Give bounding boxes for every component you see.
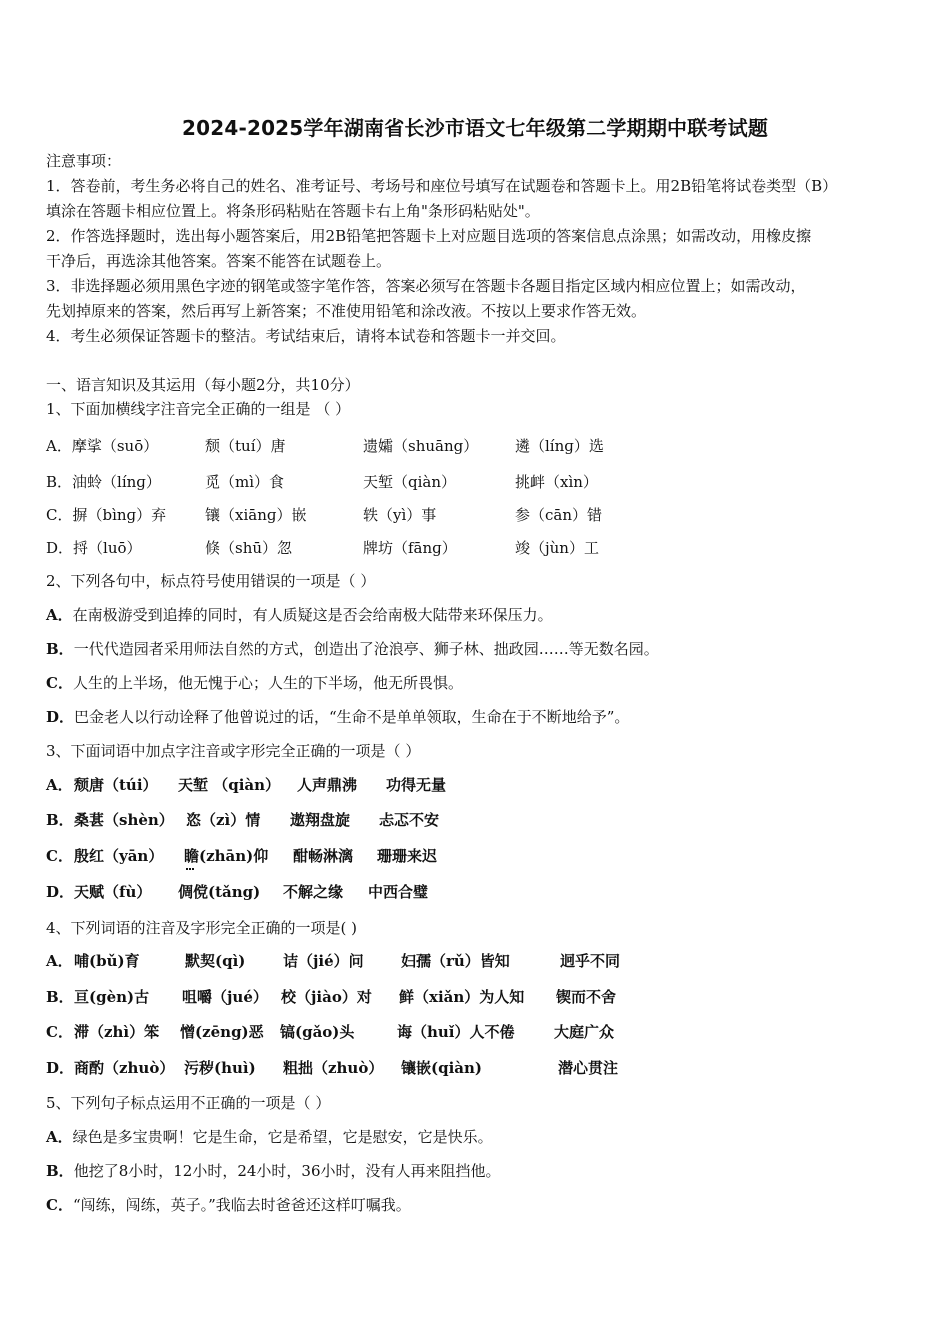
question-4-stem: 4、下列词语的注音及字形完全正确的一项是( )	[46, 919, 358, 937]
option-letter: C．	[46, 674, 73, 692]
q4-c-item-2: 憎(zēng)恶	[180, 1023, 264, 1041]
option-text: 人生的上半场，他无愧于心；人生的下半场，他无所畏惧。	[72, 674, 463, 692]
q3-d-item-2: 倜傥(tǎng)	[178, 883, 261, 901]
notice-line: 2．作答选择题时，选出每小题答案后，用2B铅笔把答题卡上对应题目选项的答案信息点涂黑；如需改动，用橡皮擦	[46, 227, 812, 245]
option-letter: A．	[46, 1128, 73, 1146]
option-letter: C．	[46, 1196, 73, 1214]
q3-b-item-2: 恣（zì）情	[186, 811, 261, 829]
q1-d-item-4: 竣（jùn）工	[515, 539, 599, 557]
q5-option-c	[46, 1196, 411, 1214]
q1-d-item-2: 倏（shū）忽	[205, 539, 293, 557]
q3-a-item-4: 功得无量	[386, 776, 447, 794]
q3-b-letter: B．	[46, 811, 74, 829]
q3-a-letter: A．	[46, 776, 73, 794]
q4-d-item-4: 镶嵌(qiàn)	[401, 1059, 483, 1077]
q1-a-item-2: 颓（tuí）唐	[205, 437, 286, 455]
q3-b-item-4: 忐忑不安	[379, 811, 440, 829]
q1-d-item-3: 牌坊（fānɡ）	[363, 539, 457, 557]
q4-a-item-4: 妇孺（rǔ）皆知	[401, 952, 510, 970]
option-text: 一代代造园者采用师法自然的方式，创造出了沧浪亭、狮子林、拙政园……等无数名园。	[73, 640, 659, 658]
q4-c-item-3: 镐(gǎo)头	[280, 1023, 355, 1041]
option-text: 他挖了8小时，12小时，24小时，36小时，没有人再来阻挡他。	[73, 1162, 501, 1180]
q3-d-letter: D．	[46, 883, 75, 901]
q1-c-item-1: C．摒（bìnɡ）弃	[46, 506, 167, 524]
q2-option-d	[46, 708, 629, 726]
q2-option-b	[46, 640, 659, 658]
q1-b-item-4: 挑衅（xìn）	[515, 473, 598, 491]
q4-d-item-5: 潜心贯注	[558, 1059, 619, 1077]
q4-a-item-1: 哺(bǔ)育	[74, 952, 140, 970]
q1-c-item-3: 轶（yì）事	[363, 506, 437, 524]
q3-a-item-1: 颓唐（túi）	[74, 776, 158, 794]
q2-option-a	[46, 606, 553, 624]
option-letter: D．	[46, 708, 75, 726]
q4-b-item-2: 咀嚼（jué）	[182, 988, 268, 1006]
q1-d-item-1: D．捋（luō）	[46, 539, 142, 557]
section-heading: 一、语言知识及其运用（每小题2分，共10分）	[46, 376, 360, 394]
notice-heading: 注意事项：	[46, 152, 122, 170]
question-1-stem: 1、下面加横线字注音完全正确的一组是 （ ）	[46, 400, 351, 418]
q3-d-item-4: 中西合璧	[368, 883, 429, 901]
question-2-stem: 2、下列各句中，标点符号使用错误的一项是（ ）	[46, 572, 376, 590]
q2-option-c	[46, 674, 463, 692]
q3-b-item-1: 桑葚（shèn）	[74, 811, 174, 829]
q4-c-item-4: 诲（huǐ）人不倦	[397, 1023, 515, 1041]
notice-line: 先划掉原来的答案，然后再写上新答案；不准使用铅笔和涂改液。不按以上要求作答无效。	[46, 302, 647, 320]
q4-d-item-1: 商酌（zhuò）	[74, 1059, 175, 1077]
q5-option-b	[46, 1162, 501, 1180]
q3-d-item-3: 不解之缘	[283, 883, 344, 901]
option-text: 绿色是多宝贵啊！它是生命，它是希望，它是慰安，它是快乐。	[72, 1128, 493, 1146]
q4-b-letter: B．	[46, 988, 74, 1006]
q3-d-item-1: 天赋（fù）	[74, 883, 152, 901]
q3-c-item-2: 瞻(zhān)仰	[184, 847, 950, 865]
notice-line: 填涂在答题卡相应位置上。将条形码粘贴在答题卡右上角"条形码粘贴处"。	[46, 202, 540, 220]
question-3-stem: 3、下面词语中加点字注音或字形完全正确的一项是（ ）	[46, 742, 421, 760]
q3-a-item-3: 人声鼎沸	[297, 776, 358, 794]
option-letter: B．	[46, 1162, 74, 1180]
q3-c-item-4: 珊珊来迟	[377, 847, 438, 865]
q3-c-letter: C．	[46, 847, 73, 865]
question-5-stem: 5、下列句子标点运用不正确的一项是（ ）	[46, 1094, 331, 1112]
option-letter: B．	[46, 640, 74, 658]
q1-a-item-1: A．摩挲（suō）	[46, 437, 159, 455]
q1-b-item-3: 天堑（qiàn）	[363, 473, 457, 491]
q3-c-item-3: 酣畅淋漓	[293, 847, 354, 865]
q4-d-letter: D．	[46, 1059, 75, 1077]
q4-b-item-4: 鲜（xiǎn）为人知	[399, 988, 525, 1006]
option-letter: A．	[46, 606, 73, 624]
q3-a-item-2: 天堑 （qiàn）	[178, 776, 281, 794]
option-text: 在南极游受到追捧的同时，有人质疑这是否会给南极大陆带来环保压力。	[72, 606, 553, 624]
notice-line: 4．考生必须保证答题卡的整洁。考试结束后，请将本试卷和答题卡一并交回。	[46, 327, 566, 345]
option-text: “闯练，闯练，英子。”我临去时爸爸还这样叮嘱我。	[72, 1196, 411, 1214]
q5-option-a	[46, 1128, 493, 1146]
q1-a-item-3: 遗孀（shuāng）	[363, 437, 479, 455]
page-title: 2024-2025学年湖南省长沙市语文七年级第二学期期中联考试题	[181, 116, 769, 140]
q4-b-item-5: 锲而不舍	[556, 988, 617, 1006]
q1-b-item-2: 觅（mì）食	[205, 473, 285, 491]
q4-b-item-3: 校（jiào）对	[281, 988, 372, 1006]
q1-c-item-2: 镶（xiānɡ）嵌	[205, 506, 307, 524]
option-text: 巴金老人以行动诠释了他曾说过的话，“生命不是单单领取，生命在于不断地给予”。	[74, 708, 630, 726]
q4-a-item-3: 诘（jié）问	[283, 952, 364, 970]
q4-b-item-1: 亘(gèn)古	[74, 988, 150, 1006]
q4-c-item-5: 大庭广众	[554, 1023, 615, 1041]
q1-b-item-1: B．油蛉（línɡ）	[46, 473, 161, 491]
q4-c-item-1: 滞（zhì）笨	[74, 1023, 160, 1041]
q4-d-item-2: 污秽(huì)	[184, 1059, 256, 1077]
q3-c-item-1: 殷红（yān）	[74, 847, 164, 865]
q3-b-item-3: 遨翔盘旋	[290, 811, 351, 829]
q4-d-item-3: 粗拙（zhuò）	[283, 1059, 384, 1077]
q4-a-item-5: 迥乎不同	[560, 952, 621, 970]
notice-line: 干净后，再选涂其他答案。答案不能答在试题卷上。	[46, 252, 392, 270]
q4-c-letter: C．	[46, 1023, 73, 1041]
q1-c-item-4: 参（cān）错	[515, 506, 603, 524]
notice-line: 1．答卷前，考生务必将自己的姓名、准考证号、考场号和座位号填写在试题卷和答题卡上。用2B铅笔将试卷类型（B）	[46, 177, 838, 195]
q4-a-item-2: 默契(qì)	[185, 952, 246, 970]
q1-a-item-4: 遴（línɡ）选	[515, 437, 604, 455]
notice-line: 3．非选择题必须用黑色字迹的钢笔或签字笔作答，答案必须写在答题卡各题目指定区域内相应位置上；如需改动，	[46, 277, 806, 295]
q4-a-letter: A．	[46, 952, 73, 970]
